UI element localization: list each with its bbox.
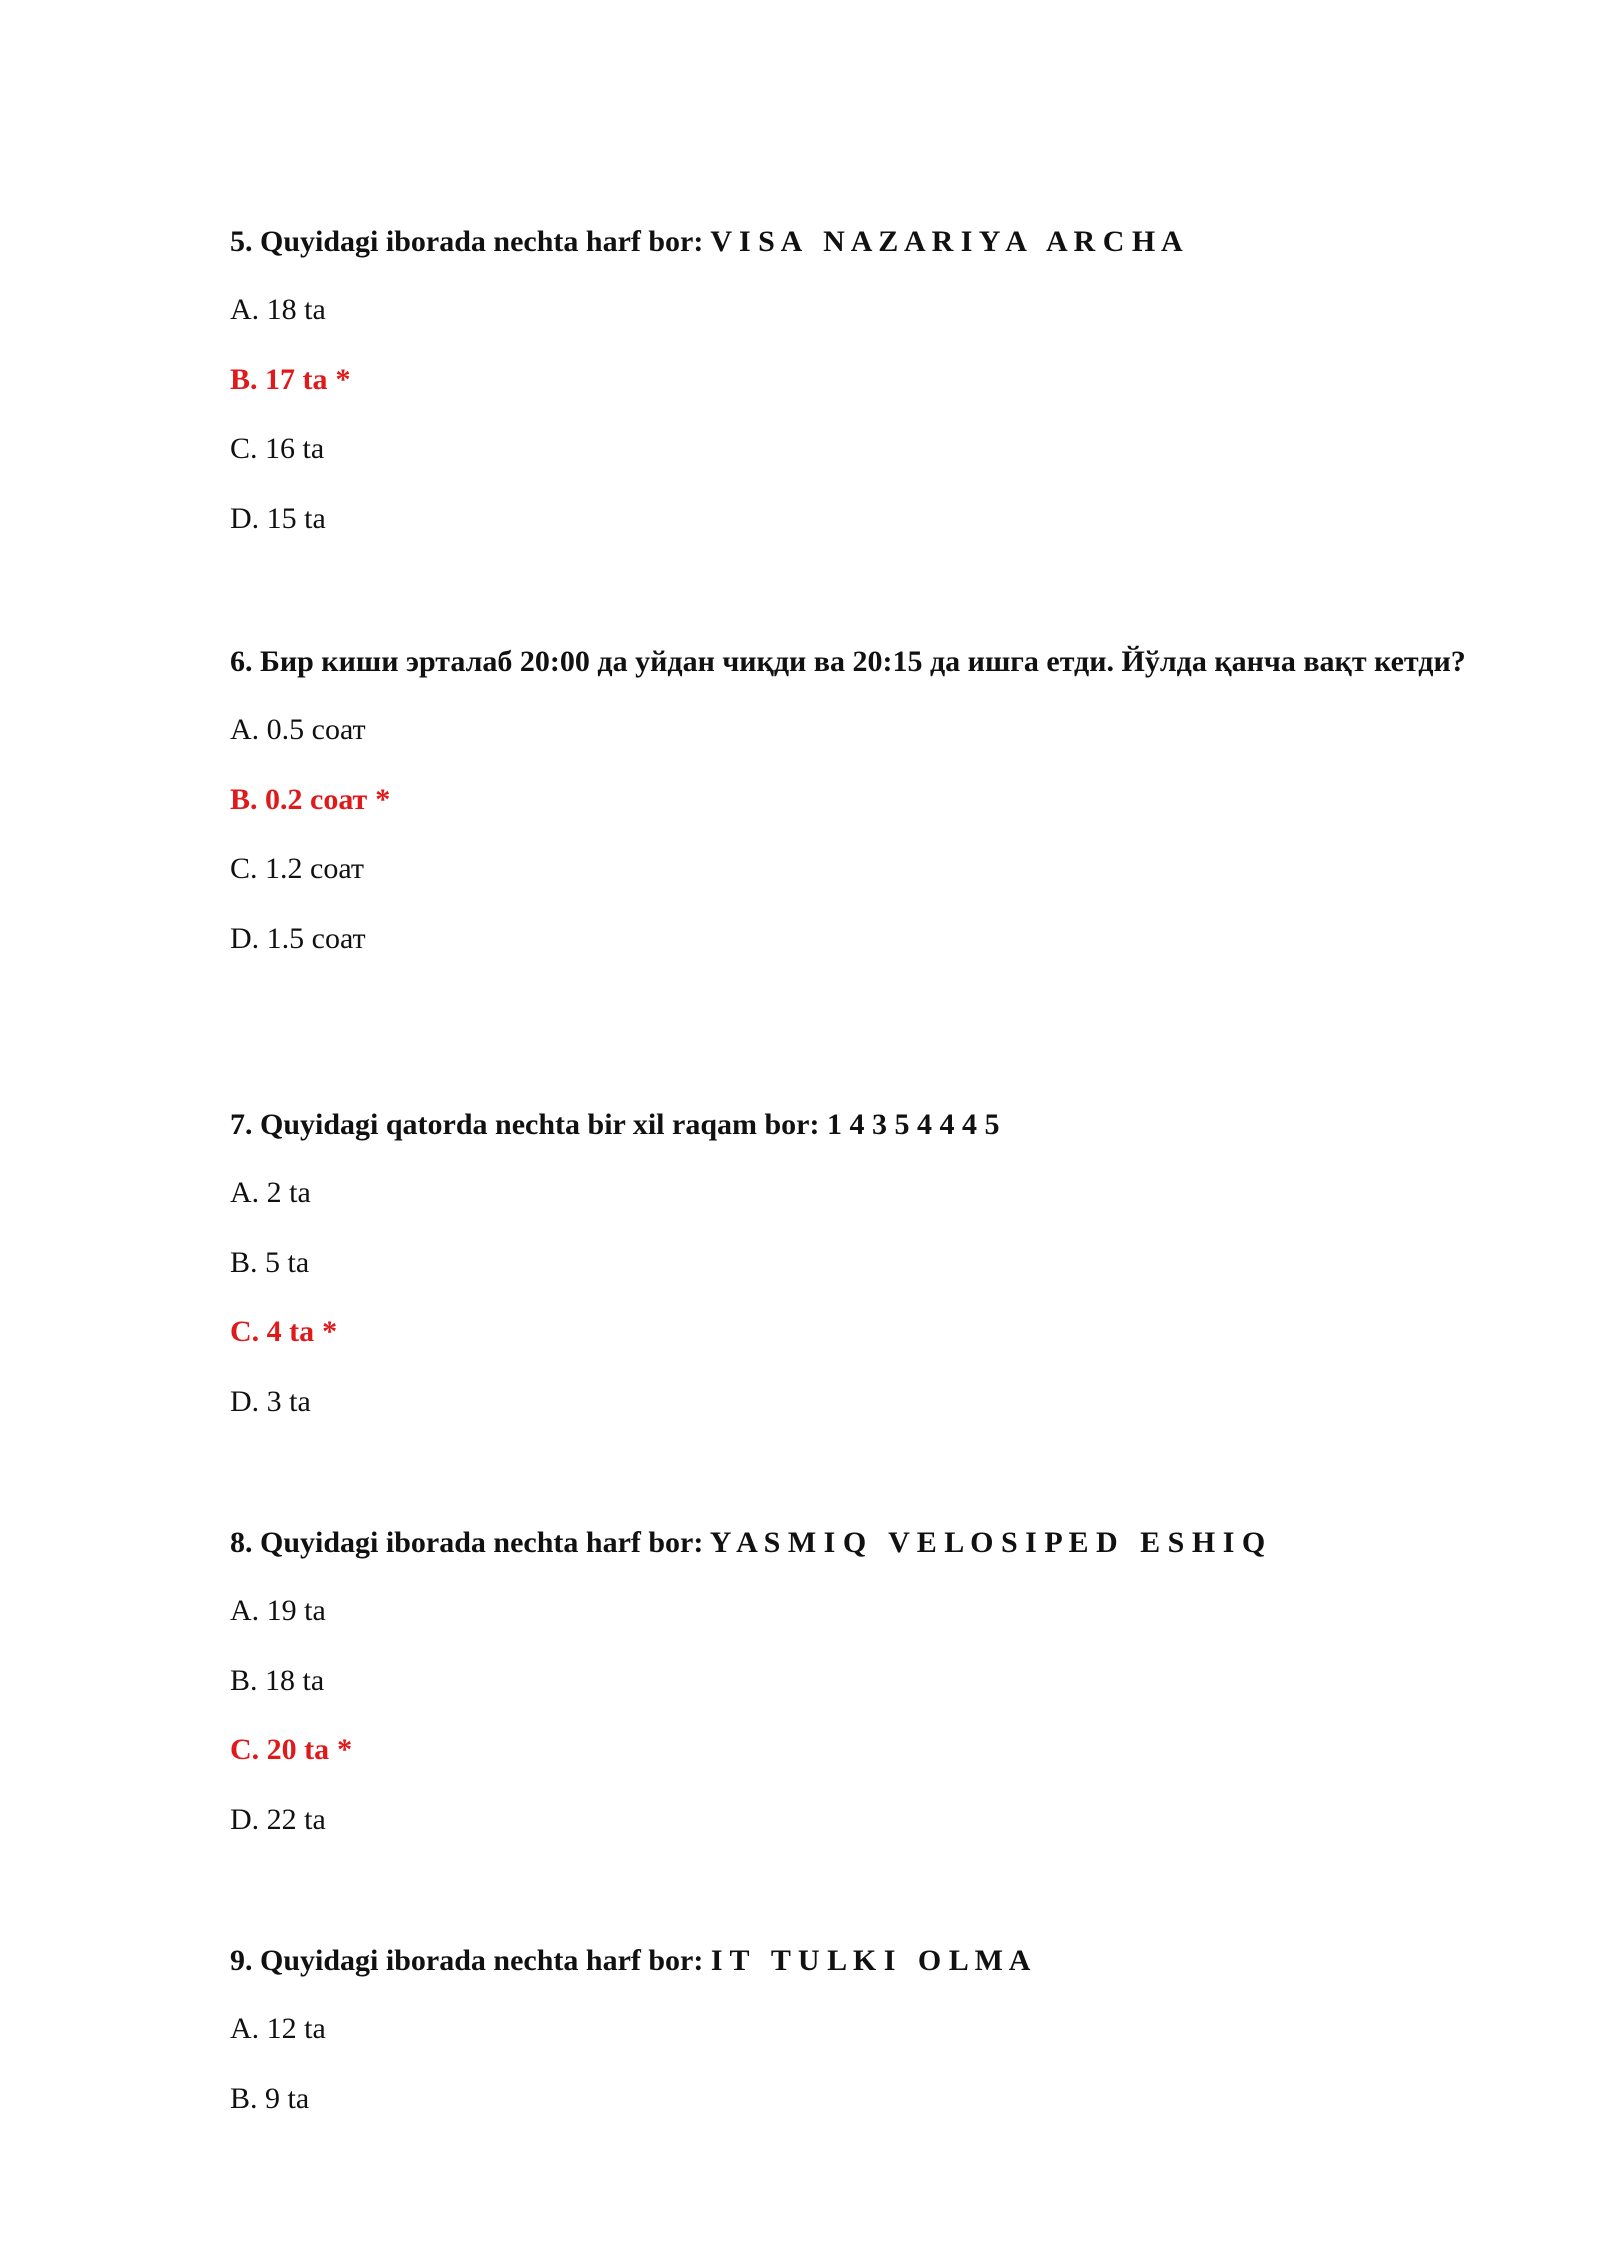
option-text: 2 ta: [266, 1176, 311, 1209]
option-d: [230, 1382, 1470, 1422]
option-text: 12 ta: [266, 2012, 326, 2045]
correct-mark: *: [335, 362, 351, 396]
correct-mark: *: [322, 1315, 338, 1348]
option-text: 1.5 соат: [266, 921, 366, 955]
question-text: Бир киши эрталаб 20:00 да уйдан чиқди ва 20:15 да ишга етди. Йўлда қанча вақт кетди?: [260, 645, 1466, 678]
option-letter: C.: [230, 852, 258, 885]
option-text: 3 ta: [266, 1384, 311, 1418]
question-5: [230, 221, 1470, 539]
option-letter: B.: [230, 1245, 258, 1279]
option-b-correct: [230, 360, 1470, 400]
question-stem: [230, 641, 1470, 683]
option-text: 0.5 соат: [266, 713, 366, 746]
option-letter: B.: [230, 1663, 258, 1697]
option-c: [230, 849, 1470, 889]
option-text: 15 ta: [266, 501, 326, 535]
question-text: Quyidagi iborada nechta harf bor:: [260, 225, 704, 258]
option-d: [230, 1800, 1470, 1840]
option-b: [230, 1243, 1470, 1283]
option-text: 22 ta: [266, 1802, 326, 1836]
question-stem: [230, 1940, 1470, 1982]
option-text: 18 ta: [265, 1663, 325, 1697]
option-letter: A.: [230, 1594, 260, 1627]
question-stem: [230, 1104, 1470, 1146]
option-letter: D.: [230, 501, 260, 535]
option-b: [230, 2079, 1470, 2119]
question-number: 9.: [230, 1944, 253, 1977]
question-stem: [230, 221, 1470, 263]
option-letter: D.: [230, 1802, 260, 1836]
option-letter: C.: [230, 432, 258, 465]
option-letter: B.: [230, 362, 258, 396]
question-stem: [230, 1522, 1470, 1564]
option-c-correct: [230, 1312, 1470, 1352]
option-letter: B.: [230, 2081, 258, 2115]
option-text: 5 ta: [265, 1245, 310, 1279]
option-letter: A.: [230, 293, 260, 326]
option-a: [230, 1591, 1470, 1631]
question-7: [230, 1104, 1470, 1422]
question-6: [230, 641, 1470, 959]
question-number: 5.: [230, 225, 253, 258]
question-text: Quyidagi iborada nechta harf bor:: [260, 1526, 704, 1559]
option-text: 20 ta: [266, 1733, 330, 1766]
question-highlight: Y A S M I Q V E L O S I P E D E S H I Q: [709, 1526, 1266, 1559]
option-c-correct: [230, 1730, 1470, 1770]
option-letter: A.: [230, 1176, 260, 1209]
option-d: [230, 919, 1470, 959]
correct-mark: *: [337, 1733, 353, 1766]
option-a: [230, 2009, 1470, 2049]
option-letter: B.: [230, 782, 258, 816]
question-text: Quyidagi qatorda nechta bir xil raqam bor:: [260, 1108, 820, 1141]
option-text: 1.2 соат: [265, 852, 364, 885]
question-text: Quyidagi iborada nechta harf bor:: [260, 1944, 704, 1977]
option-letter: D.: [230, 1384, 260, 1418]
option-text: 0.2 соат: [265, 782, 368, 816]
option-letter: C.: [230, 1315, 260, 1348]
option-text: 19 ta: [266, 1594, 326, 1627]
option-text: 16 ta: [265, 432, 325, 465]
question-9: [230, 1940, 1470, 2119]
question-number: 6.: [230, 645, 253, 678]
option-letter: D.: [230, 921, 260, 955]
question-number: 7.: [230, 1108, 253, 1141]
option-a: [230, 1173, 1470, 1213]
option-text: 17 ta: [265, 362, 328, 396]
option-d: [230, 499, 1470, 539]
option-c: [230, 429, 1470, 469]
option-text: 9 ta: [265, 2081, 310, 2115]
option-letter: A.: [230, 2012, 260, 2045]
question-8: [230, 1522, 1470, 1840]
option-letter: C.: [230, 1733, 260, 1766]
question-number: 8.: [230, 1526, 253, 1559]
question-highlight: I T T U L K I O L M A: [710, 1944, 1031, 1977]
option-letter: A.: [230, 713, 260, 746]
option-a: [230, 710, 1470, 750]
question-highlight: V I S A N A Z A R I Y A A R C H A: [710, 225, 1183, 258]
option-b: [230, 1661, 1470, 1701]
option-a: [230, 290, 1470, 330]
option-text: 4 ta: [266, 1315, 315, 1348]
option-b-correct: [230, 780, 1470, 820]
correct-mark: *: [375, 782, 391, 816]
question-highlight: 1 4 3 5 4 4 4 5: [826, 1108, 1000, 1141]
option-text: 18 ta: [266, 293, 326, 326]
